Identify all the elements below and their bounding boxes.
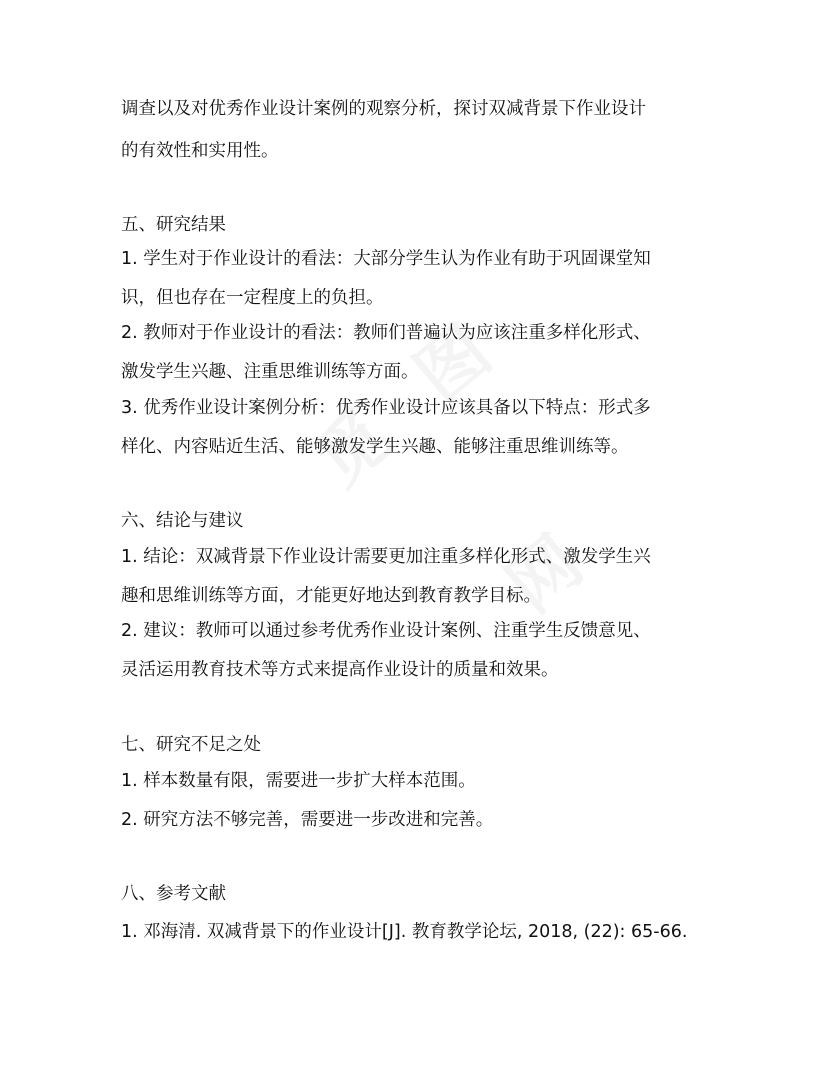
reference-item: 1. 邓海清. 双减背景下的作业设计[J]. 教育教学论坛, 2018, (22): 65-66. bbox=[121, 922, 688, 942]
list-item: 1. 结论：双减背景下作业设计需要更加注重多样化形式、激发学生兴 bbox=[121, 547, 651, 567]
list-item: 1. 样本数量有限，需要进一步扩大样本范围。 bbox=[121, 771, 476, 791]
section-heading-results: 五、研究结果 bbox=[121, 215, 226, 235]
list-item: 1. 学生对于作业设计的看法：大部分学生认为作业有助于巩固课堂知 bbox=[121, 249, 651, 269]
list-item: 2. 教师对于作业设计的看法：教师们普遍认为应该注重多样化形式、 bbox=[121, 323, 651, 343]
list-item-continuation: 样化、内容贴近生活、能够激发学生兴趣、能够注重思维训练等。 bbox=[121, 437, 629, 457]
list-item-continuation: 趣和思维训练等方面，才能更好地达到教育教学目标。 bbox=[121, 586, 541, 606]
section-heading-limitations: 七、研究不足之处 bbox=[121, 735, 261, 755]
section-heading-references: 八、参考文献 bbox=[121, 884, 226, 904]
list-item: 3. 优秀作业设计案例分析：优秀作业设计应该具备以下特点：形式多 bbox=[121, 398, 651, 418]
list-item-continuation: 识，但也存在一定程度上的负担。 bbox=[121, 288, 384, 308]
list-item: 2. 建议：教师可以通过参考优秀作业设计案例、注重学生反馈意见、 bbox=[121, 621, 651, 641]
list-item-continuation: 灵活运用教育技术等方式来提高作业设计的质量和效果。 bbox=[121, 660, 559, 680]
paragraph-line: 调查以及对优秀作业设计案例的观察分析，探讨双减背景下作业设计 bbox=[121, 99, 646, 119]
list-item-continuation: 激发学生兴趣、注重思维训练等方面。 bbox=[121, 362, 419, 382]
paragraph-line: 的有效性和实用性。 bbox=[121, 141, 279, 161]
list-item: 2. 研究方法不够完善，需要进一步改进和完善。 bbox=[121, 810, 494, 830]
section-heading-conclusion: 六、结论与建议 bbox=[121, 511, 244, 531]
